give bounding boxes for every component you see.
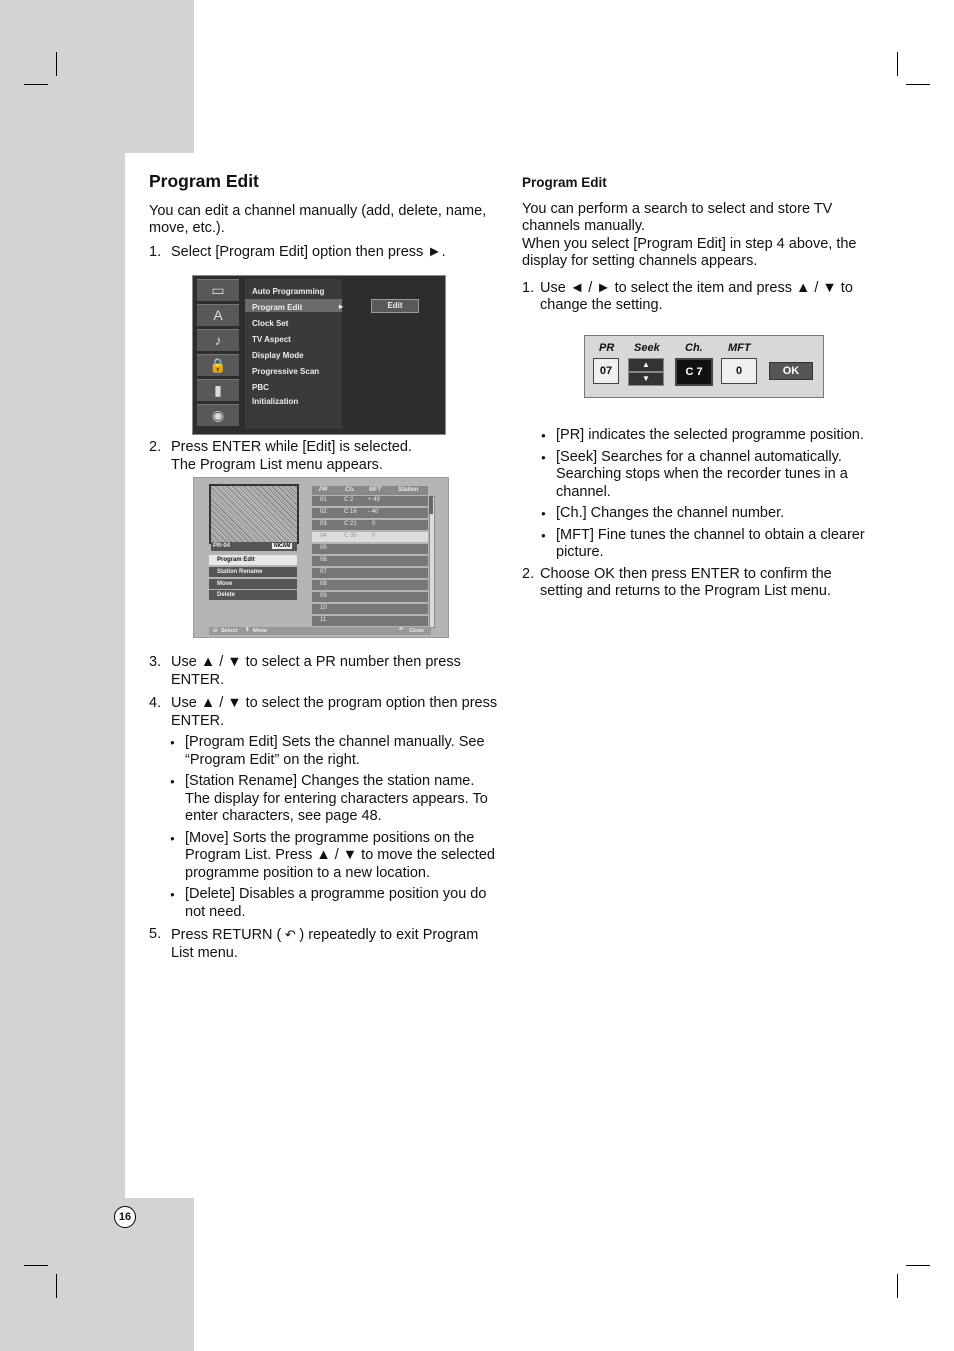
menu-item-auto-programming[interactable]: Auto Programming	[252, 287, 325, 296]
step-number: 1.	[149, 243, 162, 260]
subsection-heading: Program Edit	[522, 175, 607, 190]
step-text: Use ◄ / ► to select the item and press ▲ / ▼ to change the setting.	[540, 279, 853, 313]
bullet-item: ● [Seek] Searches for a channel automatically. Searching stops when the recorder tunes in a channel.	[541, 449, 877, 502]
section-heading: Program Edit	[149, 171, 259, 191]
option-move[interactable]: Move	[209, 579, 297, 589]
step-text: Use ▲ / ▼ to select the program option then press ENTER.	[171, 695, 498, 729]
cell-pr: 04	[320, 533, 327, 539]
bullet-item: ● [Program Edit] Sets the channel manually. See “Program Edit” on the right.	[170, 734, 499, 769]
step-2	[149, 439, 499, 474]
list-row[interactable]	[312, 604, 428, 615]
list-row[interactable]	[312, 556, 428, 567]
disc-icon: ◉	[197, 404, 239, 426]
cell-mft: + 49	[368, 497, 380, 503]
recording-icon: ▮	[197, 379, 239, 401]
menu-item-pbc[interactable]: PBC	[252, 383, 269, 392]
right-step-2	[522, 566, 877, 601]
cell-pr: 09	[320, 593, 327, 599]
step-3	[149, 654, 499, 689]
step-text: Use ▲ / ▼ to select a PR number then press ENTER.	[171, 654, 461, 688]
tv-preview	[209, 484, 299, 544]
page-margin-side	[0, 0, 125, 1351]
header-pr: PR	[319, 487, 328, 493]
display-icon: ▭	[197, 279, 239, 301]
ok-button[interactable]: OK	[769, 362, 813, 380]
program-list-screenshot	[193, 477, 449, 638]
cell-ch: C 2	[344, 497, 354, 503]
cell-pr: 07	[320, 569, 327, 575]
pr-header: PR	[599, 342, 615, 354]
right-paragraph-1: You can perform a search to select and store TV channels manually.	[522, 200, 833, 234]
step-number: 1.	[522, 279, 535, 296]
scrollbar-thumb[interactable]	[429, 496, 433, 514]
step-text: Press ENTER while [Edit] is selected.	[171, 439, 412, 455]
channel-settings-screenshot	[584, 335, 824, 398]
bullet-item: ● [MFT] Fine tunes the channel to obtain a clearer picture.	[541, 527, 877, 562]
cell-pr: 03	[320, 521, 327, 527]
cell-pr: 06	[320, 557, 327, 563]
left-step-2	[149, 439, 499, 474]
crop-mark	[56, 1274, 57, 1298]
scrollbar[interactable]	[429, 496, 435, 628]
step-text: Choose OK then press ENTER to confirm the setting and returns to the Program List menu.	[540, 565, 832, 599]
footer-select: Select	[221, 628, 238, 634]
pr-field[interactable]: 07	[593, 358, 619, 384]
list-row[interactable]	[312, 496, 428, 507]
cell-ch: C 35	[344, 533, 357, 539]
option-program-edit[interactable]: Program Edit	[209, 555, 297, 565]
step-text-2: The Program List menu appears.	[171, 456, 383, 473]
seek-down-icon[interactable]: ▼	[628, 372, 664, 386]
list-row[interactable]	[312, 580, 428, 591]
footer-move: Move	[253, 628, 268, 634]
list-row[interactable]	[312, 568, 428, 579]
bullet-item: ● [Station Rename] Changes the station name. The display for entering characters appears. To enter characters, see page 48.	[170, 773, 499, 826]
list-row[interactable]	[312, 544, 428, 555]
right-paragraph-2: When you select [Program Edit] in step 4 above, the display for setting channels appears.	[522, 235, 857, 269]
menu-item-clock-set[interactable]: Clock Set	[252, 319, 289, 328]
intro-text: You can edit a channel manually (add, delete, name, move, etc.).	[149, 202, 487, 236]
list-row-selected[interactable]	[312, 532, 428, 543]
crop-mark	[897, 52, 898, 76]
chevron-right-icon: ▸	[339, 302, 344, 311]
right-step-1	[522, 280, 877, 315]
page-margin-tab-bottom	[0, 1198, 194, 1351]
list-row[interactable]	[312, 508, 428, 519]
cell-pr: 10	[320, 605, 327, 611]
header-ch: Ch.	[345, 487, 355, 493]
option-bullets	[149, 734, 499, 921]
step-4	[149, 695, 499, 730]
left-steps-3-5	[149, 654, 499, 962]
footer-close: Close	[409, 628, 424, 634]
list-header	[312, 486, 428, 495]
cell-pr: 01	[320, 497, 327, 503]
cell-pr: 08	[320, 581, 327, 587]
right-bullets	[522, 427, 877, 562]
crop-mark	[24, 1265, 48, 1266]
step-number: 5.	[149, 926, 162, 942]
step-5	[149, 926, 499, 962]
header-station: Station	[398, 487, 419, 493]
step-number: 3.	[149, 654, 162, 670]
edit-button[interactable]: Edit	[371, 299, 419, 313]
enter-icon: ⊙	[213, 628, 218, 634]
cell-ch: C 21	[344, 521, 357, 527]
return-icon: ↶	[399, 627, 404, 633]
right-bullets-section	[522, 427, 877, 601]
cell-pr: 11	[320, 617, 327, 623]
left-column	[149, 173, 499, 261]
cell-mft: 0	[372, 533, 376, 539]
list-row[interactable]	[312, 616, 428, 627]
lock-icon: 🔒	[197, 354, 239, 376]
step-text: Select [Program Edit] option then press ►.	[171, 243, 446, 260]
seek-control[interactable]	[628, 358, 664, 384]
seek-up-icon[interactable]: ▲	[628, 358, 664, 372]
up-down-icon: ⇕	[245, 627, 250, 633]
list-row[interactable]	[312, 520, 428, 531]
step-number: 4.	[149, 695, 162, 711]
mft-field[interactable]: 0	[721, 358, 757, 384]
crop-mark	[906, 1265, 930, 1266]
bullet-item: ● [Ch.] Changes the channel number.	[541, 505, 877, 523]
menu-item-progressive-scan[interactable]: Progressive Scan	[252, 367, 320, 376]
bullet-item: ● [Move] Sorts the programme positions on the Program List. Press ▲ / ▼ to move the selected programme position to a new location.	[170, 830, 499, 883]
option-delete[interactable]: Delete	[209, 590, 297, 600]
crop-mark	[56, 52, 57, 76]
language-icon: A	[197, 304, 239, 326]
option-station-rename[interactable]: Station Rename	[209, 567, 297, 577]
cell-ch: C 16	[344, 509, 357, 515]
seek-header: Seek	[634, 342, 660, 354]
menu-item-tv-aspect[interactable]: TV Aspect	[252, 335, 291, 344]
header-mft: MFT	[369, 487, 382, 493]
step-number: 2.	[149, 439, 162, 455]
cell-mft: - 40	[368, 509, 379, 515]
step-text: Press RETURN (	[171, 927, 282, 943]
step-number: 2.	[522, 565, 535, 582]
step-1	[149, 244, 499, 262]
return-icon: ↶	[284, 927, 296, 942]
crop-mark	[906, 84, 930, 85]
audio-icon: ♪	[197, 329, 239, 351]
right-column	[522, 174, 877, 315]
cell-pr: 02	[320, 509, 327, 515]
bullet-item: ● [PR] indicates the selected programme position.	[541, 427, 877, 445]
step-text: ) repeatedly to exit Program List menu.	[171, 927, 479, 961]
nicam-badge: NICAM	[274, 543, 291, 549]
ch-header: Ch.	[685, 342, 703, 354]
menu-item-program-edit[interactable]: Program Edit	[252, 303, 303, 312]
channel-field[interactable]: C 7	[675, 358, 713, 386]
menu-item-initialization[interactable]: Initialization	[252, 397, 299, 406]
setup-menu-screenshot	[192, 275, 446, 435]
crop-mark	[24, 84, 48, 85]
crop-mark	[897, 1274, 898, 1298]
mft-header: MFT	[728, 342, 751, 354]
list-row[interactable]	[312, 592, 428, 603]
footer-bar	[209, 627, 431, 635]
pr-label: PR-04	[211, 542, 297, 551]
cell-pr: 05	[320, 545, 327, 551]
menu-item-display-mode[interactable]: Display Mode	[252, 351, 304, 360]
bullet-item: ● [Delete] Disables a programme position you do not need.	[170, 886, 499, 921]
cell-mft: 0	[372, 521, 376, 527]
page-number: 16	[114, 1206, 136, 1228]
